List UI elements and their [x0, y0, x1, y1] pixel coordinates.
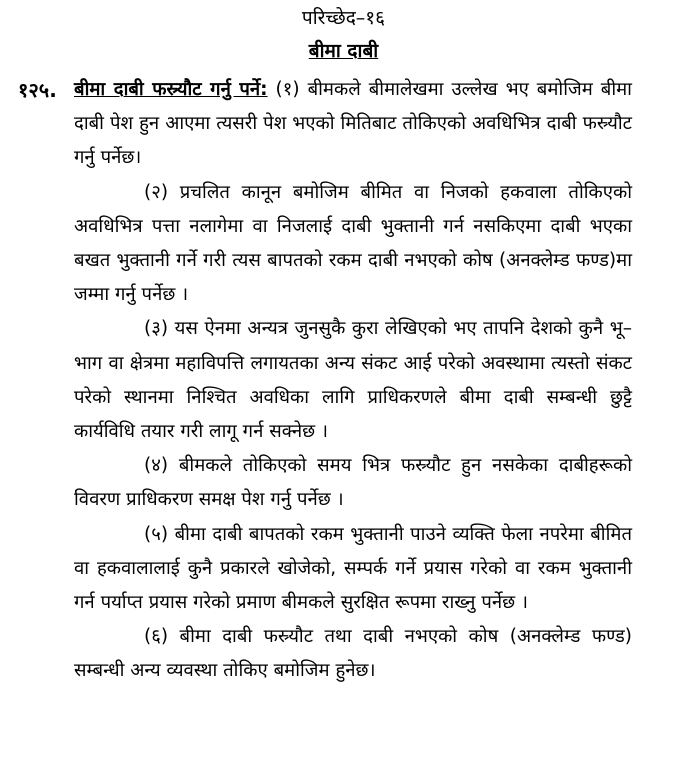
chapter-title: बीमा दाबी — [308, 40, 379, 62]
paragraph-2: (२) प्रचलित कानून बमोजिम बीमित वा निजको हकवाला तोकिएको अवधिभित्र पत्ता नलागेमा वा निजलाई दाबी भुक्तानी गर्न नसकिएमा दाबी भएका बखत भुक्तानी गर्ने गरी त्यस बापतको रकम दाबी नभएको कोष (अनक्लेम्ड फण्ड)मा जम्मा गर्नु पर्नेछ । — [74, 181, 632, 306]
chapter-heading: परिच्छेद–१६ — [301, 7, 386, 29]
paragraph-4: (४) बीमकले तोकिएको समय भित्र फस्र्यौट हुन नसकेका दाबीहरूको विवरण प्राधिकरण समक्ष पेश गर्नु पर्नेछ । — [74, 455, 632, 511]
paragraph-1 — [74, 73, 632, 176]
paragraph-5: (५) बीमा दाबी बापतको रकम भुक्तानी पाउने व्यक्ति फेला नपरेमा बीमित वा हकवालालाई कुनै प्रकारले खोजेको, सम्पर्क गर्ने प्रयास गरेको वा रकम भुक्तानी गर्न पर्याप्त प्रयास गरेको प्रमाण बीमकले सुरक्षित रूपमा राख्नु पर्नेछ । — [74, 523, 632, 614]
section-heading: बीमा दाबी फस्र्यौट गर्नु पर्ने: — [74, 79, 268, 100]
paragraph-1-text: (१) बीमकले बीमालेखमा उल्लेख भए बमोजिम बीमा दाबी पेश हुन आएमा त्यसरी पेश भएको मितिबाट तोकिएको अवधिभित्र दाबी फस्र्यौट गर्नु पर्नेछ। — [74, 79, 632, 169]
paragraph-6: (६) बीमा दाबी फस्र्यौट तथा दाबी नभएको कोष (अनक्लेम्ड फण्ड) सम्बन्धी अन्य व्यवस्था तोकिए बमोजिम हुनेछ। — [74, 626, 632, 682]
section-body — [74, 73, 632, 689]
paragraph-3: (३) यस ऐनमा अन्यत्र जुनसुकै कुरा लेखिएको भए तापनि देशको कुनै भू–भाग वा क्षेत्रमा महाविपत्ति लगायतका अन्य संकट आई परेको अवस्थामा त्यस्तो संकट परेको स्थानमा निश्चित अवधिका लागि प्राधिकरणले बीमा दाबी सम्बन्धी छुट्टै कार्यविधि तयार गरी लागू गर्न सक्नेछ । — [74, 318, 632, 443]
section-number: १२५. — [18, 78, 57, 102]
